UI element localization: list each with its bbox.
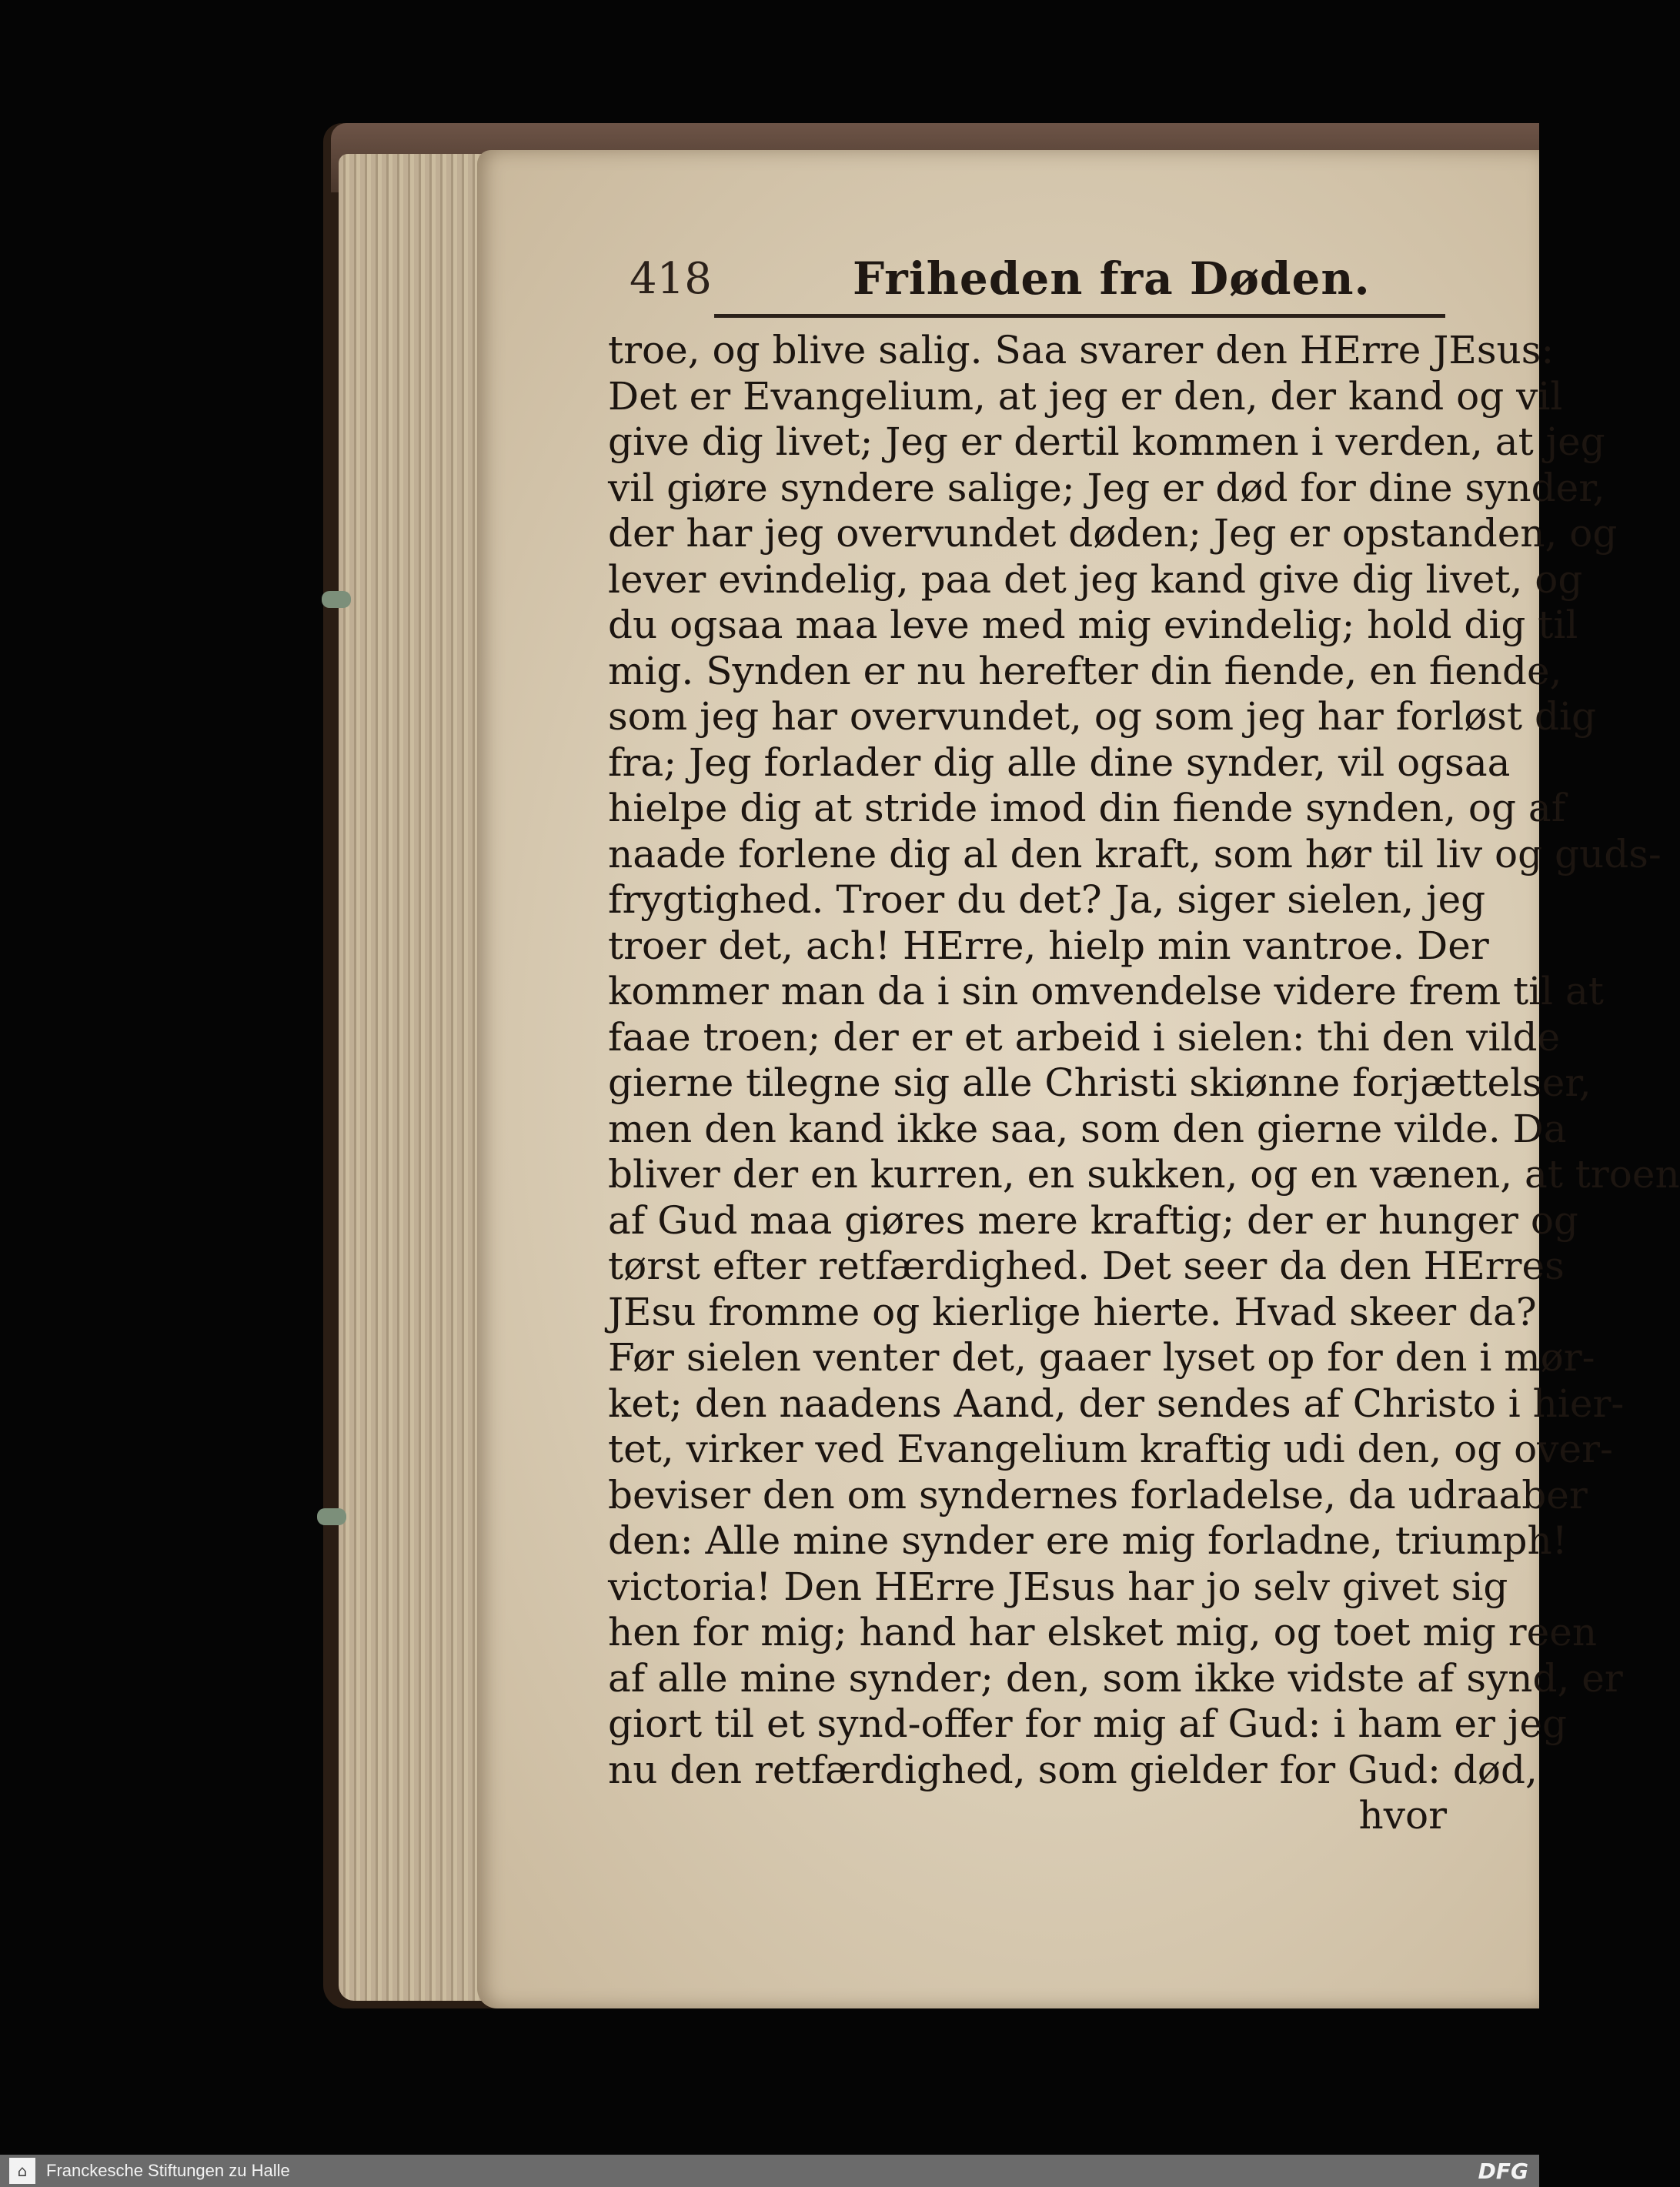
running-title: Friheden fra Døden. — [853, 252, 1371, 305]
text-line: victoria! Den HErre JEsus har jo selv givet sig — [608, 1564, 1508, 1609]
page-number: 418 — [630, 254, 712, 304]
text-line: Det er Evangelium, at jeg er den, der kand og vil — [608, 373, 1563, 419]
text-line: bliver der en kurren, en sukken, og en vænen, at troen — [608, 1152, 1680, 1197]
text-line: troe, og blive salig. Saa svarer den HErre JEsus: — [608, 328, 1555, 372]
text-line: der har jeg overvundet døden; Jeg er opstanden, og — [608, 511, 1618, 556]
institution-logo-icon: ⌂ — [9, 2158, 35, 2184]
text-line: den: Alle mine synder ere mig forladne, triumph! — [608, 1518, 1568, 1563]
text-line: give dig livet; Jeg er dertil kommen i verden, at jeg — [608, 419, 1605, 464]
text-line: giort til et synd-offer for mig af Gud: i ham er jeg — [608, 1701, 1568, 1746]
text-line: tørst efter retfærdighed. Det seer da den HErres — [608, 1244, 1565, 1288]
binding-clasp-top — [322, 591, 351, 608]
text-line: JEsu fromme og kierlige hierte. Hvad skeer da? — [608, 1289, 1537, 1334]
text-line: tet, virker ved Evangelium kraftig udi den, og over- — [608, 1427, 1613, 1471]
page-text — [608, 328, 1680, 1839]
viewer-footer — [0, 2155, 1539, 2187]
catchword: hvor — [1358, 1793, 1447, 1838]
text-line: som jeg har overvundet, og som jeg har forløst dig — [608, 694, 1596, 739]
page-header — [622, 254, 1445, 323]
text-line: fra; Jeg forlader dig alle dine synder, vil ogsaa — [608, 740, 1511, 785]
text-line: gierne tilegne sig alle Christi skiønne forjættelser, — [608, 1060, 1591, 1105]
text-line: af alle mine synder; den, som ikke vidste af synd, er — [608, 1655, 1623, 1701]
text-line: faae troen; der er et arbeid i sielen: thi den vilde — [608, 1014, 1561, 1060]
text-line: troer det, ach! HErre, hielp min vantroe. Der — [608, 923, 1489, 968]
text-line: kommer man da i sin omvendelse videre frem til at — [608, 969, 1604, 1013]
text-line: beviser den om syndernes forladelse, da udraaber — [608, 1472, 1588, 1518]
text-line: vil giøre syndere salige; Jeg er død for dine synder, — [608, 465, 1605, 510]
institution-label: Franckesche Stiftungen zu Halle — [46, 2161, 290, 2180]
text-line: ket; den naadens Aand, der sendes af Christo i hier- — [608, 1381, 1625, 1426]
text-line: hen for mig; hand har elsket mig, og toet mig reen — [608, 1610, 1598, 1654]
text-line: nu den retfærdighed, som gielder for Gud: død, — [608, 1747, 1538, 1792]
text-line: du ogsaa maa leve med mig evindelig; hold dig til — [608, 603, 1578, 647]
header-rule — [714, 314, 1445, 318]
text-line: frygtighed. Troer du det? Ja, siger sielen, jeg — [608, 877, 1486, 922]
text-line: naade forlene dig al den kraft, som hør til liv og guds- — [608, 831, 1662, 876]
funder-mark: DFG — [1478, 2159, 1528, 2184]
text-line: af Gud maa giøres mere kraftig; der er hunger og — [608, 1197, 1578, 1243]
text-line: mig. Synden er nu herefter din fiende, en fiende, — [608, 648, 1562, 693]
text-line: Før sielen venter det, gaaer lyset op for den i mør- — [608, 1335, 1595, 1380]
text-line: lever evindelig, paa det jeg kand give dig livet, og — [608, 556, 1583, 602]
text-line: men den kand ikke saa, som den gierne vilde. Da — [608, 1106, 1567, 1151]
text-line: hielpe dig at stride imod din fiende synden, og af — [608, 786, 1566, 830]
binding-clasp-bottom — [317, 1508, 346, 1525]
